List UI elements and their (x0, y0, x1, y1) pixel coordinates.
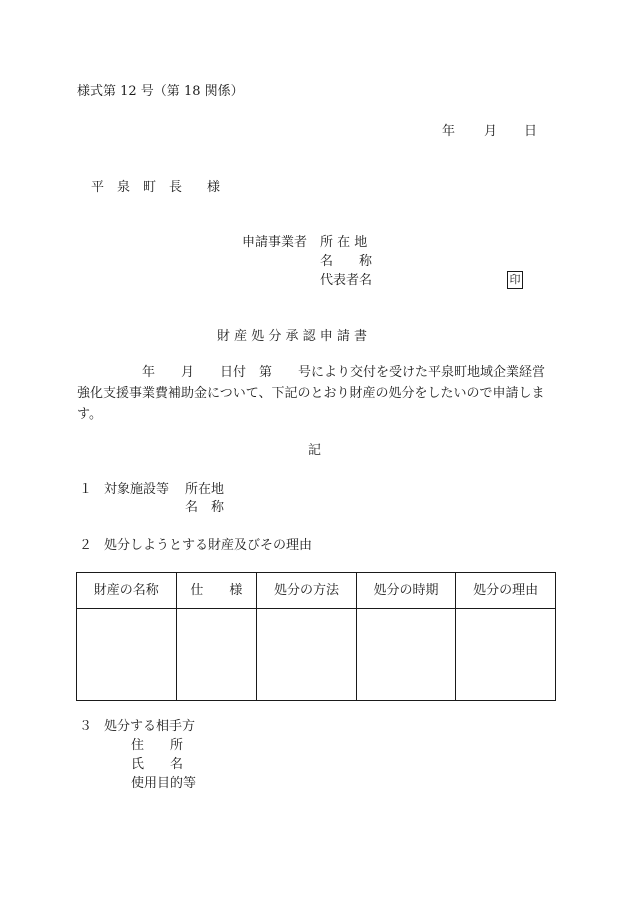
body-paragraph: 年 月 日付 第 号により交付を受けた平泉町地域企業経営強化支援事業費補助金について、下記のとおり財産の処分をしたいので申請します。 (77, 365, 546, 422)
column-header-disposal-method: 処分の方法 (257, 573, 357, 609)
column-header-disposal-timing: 処分の時期 (356, 573, 456, 609)
asset-disposal-table (76, 572, 556, 701)
section-1-label: 対象施設等 (104, 482, 170, 497)
table-cell (176, 609, 257, 701)
table-cell (456, 609, 556, 701)
form-number: 様式第 12 号（第 18 関係） (77, 84, 244, 99)
column-header-specification: 仕 様 (176, 573, 257, 609)
section-2-number: ２ (79, 538, 93, 553)
applicant-address-label: 所 在 地 (320, 235, 368, 250)
date-year: 年 (442, 124, 456, 139)
ki-heading: 記 (308, 443, 322, 458)
section-3-address-label: 住 所 (131, 738, 184, 753)
addressee-honorific: 様 (207, 180, 221, 195)
table-row (77, 609, 556, 701)
applicant-name-label: 名 称 (320, 254, 373, 269)
applicant-representative-label: 代表者名 (320, 273, 373, 288)
section-3-name-label: 氏 名 (131, 757, 184, 772)
section-3-number: ３ (79, 719, 93, 734)
section-1-number: １ (79, 482, 93, 497)
applicant-label: 申請事業者 (242, 235, 308, 250)
section-3-label: 処分する相手方 (104, 719, 196, 734)
date-day: 日 (524, 124, 538, 139)
seal-mark: 印 (507, 271, 523, 289)
table-header-row (77, 573, 556, 609)
addressee-name: 平 泉 町 長 (91, 180, 183, 195)
table-cell (356, 609, 456, 701)
section-1-address-label: 所在地 (185, 482, 225, 497)
table-cell (257, 609, 357, 701)
date-month: 月 (484, 124, 498, 139)
section-3-purpose-label: 使用目的等 (131, 776, 197, 791)
column-header-disposal-reason: 処分の理由 (456, 573, 556, 609)
section-2-label: 処分しようとする財産及びその理由 (104, 538, 313, 553)
table-cell (77, 609, 177, 701)
section-1-name-label: 名 称 (185, 500, 225, 515)
document-title: 財 産 処 分 承 認 申 請 書 (217, 329, 368, 344)
column-header-asset-name: 財産の名称 (77, 573, 177, 609)
